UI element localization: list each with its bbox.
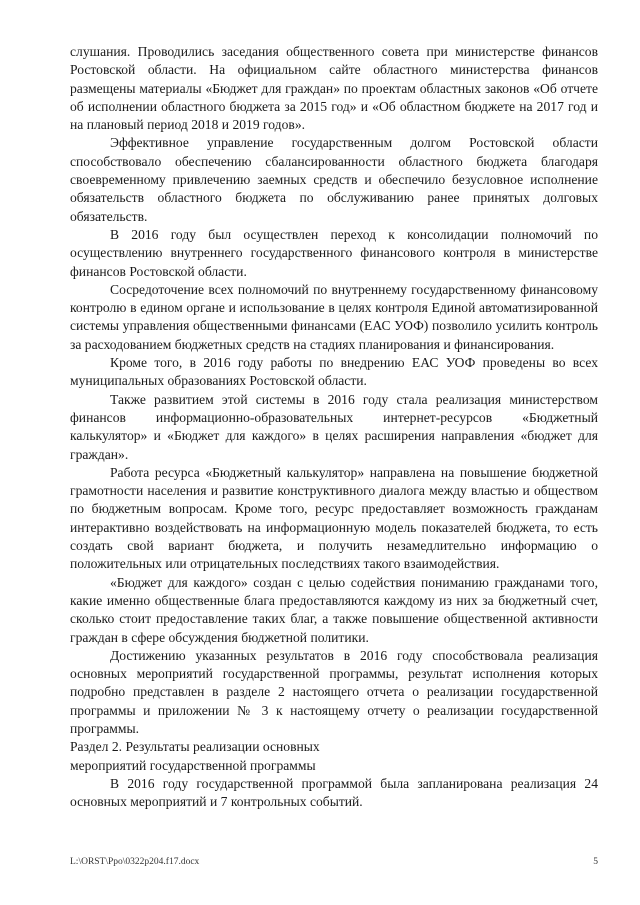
footer-file-path: L:\ORST\Ppo\0322p204.f17.docx [70, 857, 200, 867]
paragraph: Работа ресурса «Бюджетный калькулятор» направлена на повышение бюджетной грамотности населения и развитие конструктивного диалога между властью и обществом по бюджетным вопросам. Кроме того, ресурс предоставляет возможность гражданам интерактивно воздействовать на информационную модель показателей бюджета, то есть создать свой вариант бюджета, и получить незамедлительно информацию о положительных или отрицательных последствиях такого взаимодействия. [70, 464, 598, 572]
paragraph: В 2016 году был осуществлен переход к консолидации полномочий по осуществлению внутреннего государственного финансового контроля в министерстве финансов Ростовской области. [70, 226, 598, 279]
section-title-line-2: мероприятий государственной программы [70, 757, 316, 773]
paragraph: Кроме того, в 2016 году работы по внедрению ЕАС УОФ проведены во всех муниципальных образованиях Ростовской области. [70, 355, 598, 389]
paragraph: Эффективное управление государственным долгом Ростовской области способствовало обеспечению сбалансированности областного бюджета благодаря своевременному привлечению заемных средств и обеспечило безусловное исполнение обязательств областного бюджета по обслуживанию ранее принятых долговых обязательств. [70, 135, 598, 224]
paragraph: Достижению указанных результатов в 2016 году способствовала реализация основных мероприятий государственной программы, результат исполнения которых подробно представлен в разделе 2 настоящего отчета о реализации государственной программы и приложении № 3 к настоящему отчету о реализации государственной программы. [70, 647, 598, 736]
page-footer [70, 857, 598, 871]
paragraph: Также развитием этой системы в 2016 году стала реализация министерством финансов информационно-образовательных интернет-ресурсов «Бюджетный калькулятор» и «Бюджет для каждого» в целях расширения направления «бюджет для граждан». [70, 391, 598, 462]
section-title [70, 738, 598, 775]
document-body [70, 43, 598, 811]
paragraph: Сосредоточение всех полномочий по внутреннему государственному финансовому контролю в едином органе и использование в целях контроля Единой автоматизированной системы управления общественными финансами (ЕАС УОФ) позволило усилить контроль за расходованием бюджетных средств на стадиях планирования и финансирования. [70, 281, 598, 352]
section-title-line-1: Раздел 2. Результаты реализации основных [70, 739, 320, 755]
paragraph: слушания. Проводились заседания общественного совета при министерстве финансов Ростовской области. На официальном сайте областного министерства финансов размещены материалы «Бюджет для граждан» по проектам областных законов «Об отчете об исполнении областного бюджета за 2015 год» и «Об областном бюджете на 2017 год и на плановый период 2018 и 2019 годов». [70, 44, 598, 133]
page-number: 5 [593, 857, 598, 867]
paragraph: В 2016 году государственной программой была запланирована реализация 24 основных мероприятий и 7 контрольных событий. [70, 775, 598, 810]
paragraph: «Бюджет для каждого» создан с целью содействия пониманию гражданами того, какие именно общественные блага предоставляются каждому из них за бюджетный счет, сколько стоит предоставление таких благ, а также повышение общественной активности граждан в сфере обсуждения бюджетной политики. [70, 574, 598, 645]
